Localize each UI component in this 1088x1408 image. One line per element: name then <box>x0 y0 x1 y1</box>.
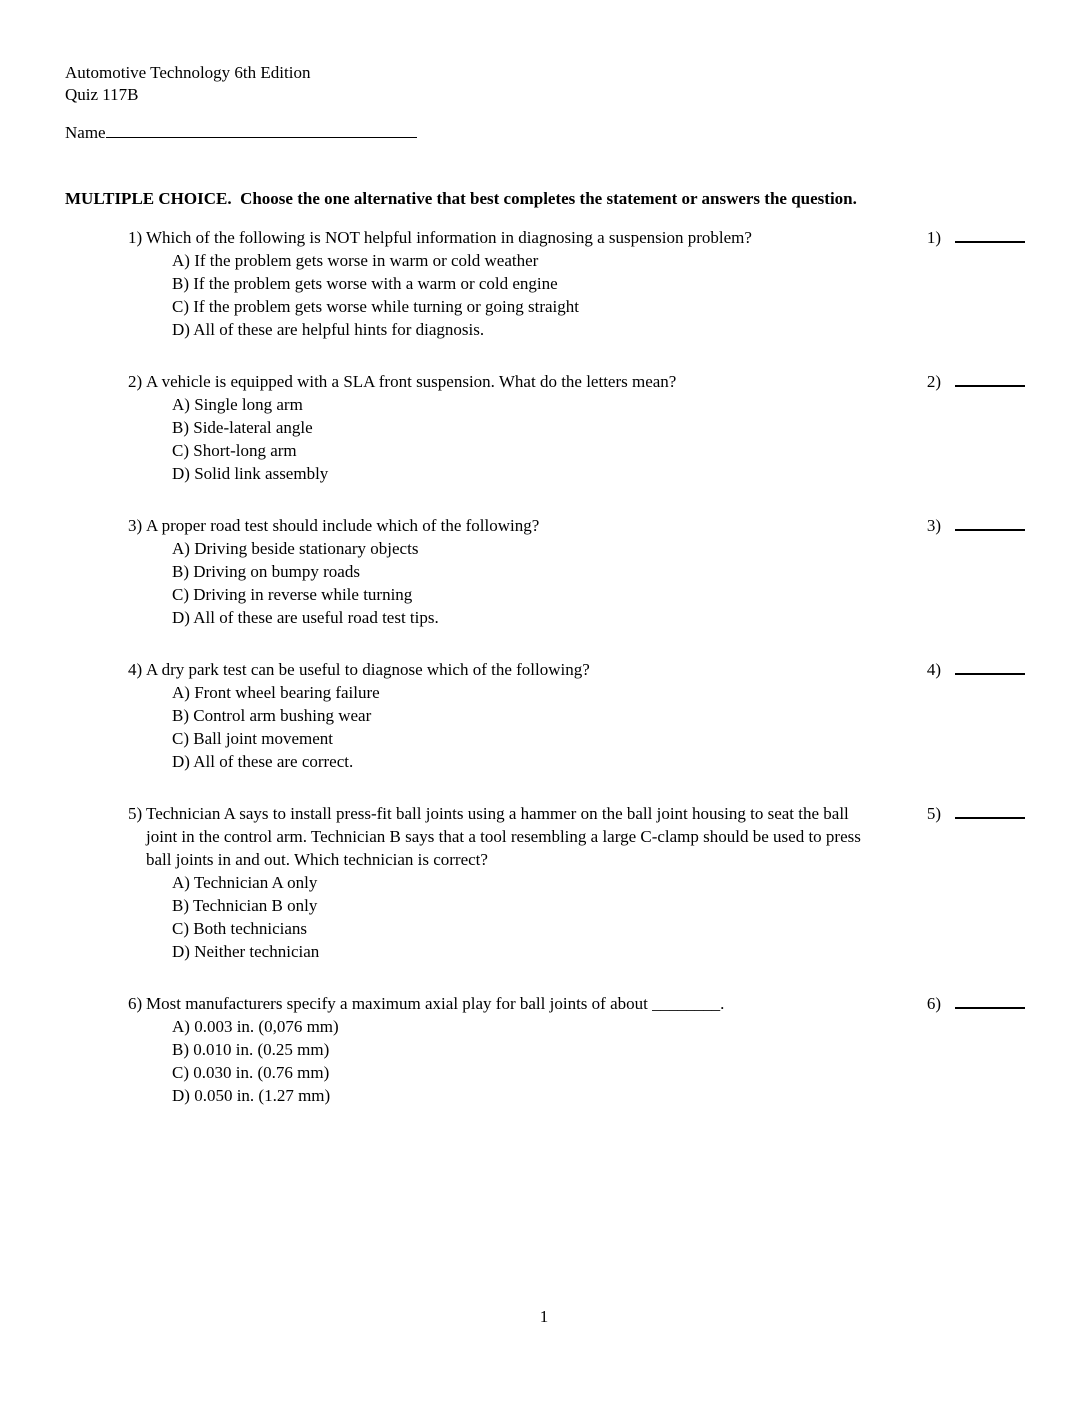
answer-slot <box>927 370 1025 393</box>
question-text: A proper road test should include which of the following? <box>146 516 540 535</box>
option-b: B) Driving on bumpy roads <box>172 562 360 581</box>
instruction-text: MULTIPLE CHOICE. Choose the one alternative that best completes the statement or answers the question. <box>65 189 857 208</box>
option-b: B) Control arm bushing wear <box>172 706 372 725</box>
question-number: 5) <box>128 804 143 823</box>
answer-blank-line <box>955 658 1025 675</box>
option-b: B) Technician B only <box>172 896 318 915</box>
name-row <box>65 121 1025 144</box>
question-number: 4) <box>128 660 143 679</box>
question-5 <box>65 802 1025 963</box>
question-4 <box>65 658 1025 773</box>
answer-blank-line <box>955 226 1025 243</box>
question-number: 6) <box>128 994 143 1013</box>
quiz-title: Quiz 117B <box>65 85 139 104</box>
option-a: A) Driving beside stationary objects <box>172 539 419 558</box>
answer-number: 4) <box>926 660 941 679</box>
question-2 <box>65 370 1025 485</box>
answer-blank-line <box>955 514 1025 531</box>
option-c: C) Both technicians <box>172 919 308 938</box>
option-a: A) Technician A only <box>172 873 318 892</box>
options-list <box>128 393 873 485</box>
answer-number: 6) <box>926 994 941 1013</box>
question-body <box>128 370 873 485</box>
option-c: C) Driving in reverse while turning <box>172 585 413 604</box>
options-list <box>128 1015 873 1107</box>
answer-number: 3) <box>926 516 941 535</box>
option-d: D) Solid link assembly <box>172 464 329 483</box>
questions-list <box>65 226 1025 1107</box>
edition-title: Automotive Technology 6th Edition <box>65 63 311 82</box>
answer-slot <box>927 658 1025 681</box>
option-d: D) Neither technician <box>172 942 320 961</box>
question-text: Which of the following is NOT helpful information in diagnosing a suspension problem? <box>146 228 752 247</box>
question-1 <box>65 226 1025 341</box>
page-number: 1 <box>539 1307 549 1326</box>
answer-blank-line <box>955 992 1025 1009</box>
options-list <box>128 871 873 963</box>
option-a: A) If the problem gets worse in warm or cold weather <box>172 251 539 270</box>
option-a: A) Front wheel bearing failure <box>172 683 380 702</box>
option-c: C) 0.030 in. (0.76 mm) <box>172 1063 330 1082</box>
option-b: B) If the problem gets worse with a warm or cold engine <box>172 274 558 293</box>
option-b: B) Side-lateral angle <box>172 418 313 437</box>
option-d: D) All of these are helpful hints for diagnosis. <box>172 320 485 339</box>
question-text: Most manufacturers specify a maximum axial play for ball joints of about ________. <box>146 994 725 1013</box>
question-text: A vehicle is equipped with a SLA front suspension. What do the letters mean? <box>146 372 677 391</box>
question-body <box>128 802 873 963</box>
options-list <box>128 537 873 629</box>
question-number: 3) <box>128 516 143 535</box>
answer-slot <box>927 992 1025 1015</box>
answer-blank-line <box>955 370 1025 387</box>
question-body <box>128 514 873 629</box>
question-number: 2) <box>128 372 143 391</box>
document-header <box>65 62 1025 106</box>
answer-slot <box>927 226 1025 249</box>
question-body <box>128 992 873 1107</box>
name-label: Name <box>65 123 106 142</box>
option-d: D) 0.050 in. (1.27 mm) <box>172 1086 331 1105</box>
answer-slot <box>927 802 1025 825</box>
name-blank-line <box>106 123 417 138</box>
question-text: A dry park test can be useful to diagnose which of the following? <box>146 660 590 679</box>
option-a: A) 0.003 in. (0,076 mm) <box>172 1017 339 1036</box>
options-list <box>128 249 873 341</box>
option-a: A) Single long arm <box>172 395 303 414</box>
answer-slot <box>927 514 1025 537</box>
answer-number: 5) <box>926 804 941 823</box>
answer-number: 2) <box>926 372 941 391</box>
answer-number: 1) <box>926 228 941 247</box>
options-list <box>128 681 873 773</box>
option-b: B) 0.010 in. (0.25 mm) <box>172 1040 330 1059</box>
question-number: 1) <box>128 228 143 247</box>
option-d: D) All of these are correct. <box>172 752 354 771</box>
option-c: C) Ball joint movement <box>172 729 334 748</box>
option-c: C) If the problem gets worse while turning or going straight <box>172 297 579 316</box>
question-6 <box>65 992 1025 1107</box>
question-body <box>128 226 873 341</box>
question-text: Technician A says to install press-fit ball joints using a hammer on the ball joint housing to seat the ball joint in the control arm. Technician B says that a tool resembling a large C-clamp should be used to press ball joints in and out. Which technician is correct? <box>146 804 861 869</box>
question-3 <box>65 514 1025 629</box>
question-body <box>128 658 873 773</box>
answer-blank-line <box>955 802 1025 819</box>
option-d: D) All of these are useful road test tips. <box>172 608 439 627</box>
option-c: C) Short-long arm <box>172 441 297 460</box>
